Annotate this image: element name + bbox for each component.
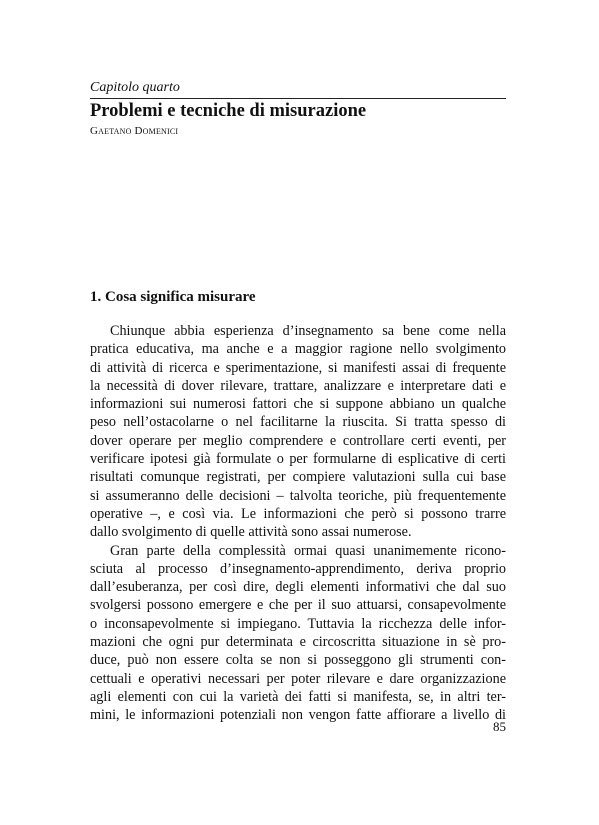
body-line: mazioni che ogni pur determinata e circoscritta situazione in sè pro- [90, 634, 506, 651]
body-line: cettuali e operativi necessari per poter rilevare e dare organizzazione [90, 670, 506, 687]
chapter-label: Capitolo quarto [90, 80, 180, 95]
body-line: dover operare per meglio comprendere e controllare certi eventi, per [90, 432, 506, 449]
body-text [90, 322, 506, 725]
body-line: si assumeranno delle decisioni – talvolta teoriche, più frequentemente [90, 487, 506, 504]
chapter-title: Problemi e tecniche di misurazione [90, 101, 367, 121]
body-line: pratica educativa, ma anche e a maggior ragione nello svolgimento [90, 341, 506, 358]
chapter-author: Gaetano Domenici [90, 125, 179, 137]
body-line: duce, può non essere colta se non si posseggono gli strumenti con- [90, 652, 506, 669]
body-line: sciuta al processo d’insegnamento-apprendimento, deriva proprio [90, 560, 506, 577]
body-line: dall’esuberanza, per così dire, degli elementi informativi che dal suo [90, 579, 506, 596]
body-line: o inconsapevolmente si impiegano. Tuttavia la ricchezza delle infor- [90, 615, 506, 632]
body-line: agli elementi con cui la varietà dei fatti si manifesta, se, in altri ter- [90, 688, 506, 705]
body-line: Chiunque abbia esperienza d’insegnamento sa bene come nella [110, 323, 506, 339]
section-heading: 1. Cosa significa misurare [90, 289, 256, 305]
body-line: mini, le informazioni potenziali non vengon fatte affiorare a livello di [90, 707, 506, 724]
body-line: svolgersi possono emergere e che per il suo attuarsi, consapevolmente [90, 597, 506, 614]
body-line: verificare ipotesi già formulate o per formularne di esplicative di certi [90, 451, 506, 468]
body-line: la necessità di dover rilevare, trattare, analizzare e interpretare dati e [90, 377, 506, 394]
body-line: Gran parte della complessità ormai quasi unanimemente ricono- [110, 542, 506, 559]
body-line: risultati comunque registrati, per compiere valutazioni sulla cui base [90, 469, 506, 486]
body-line: operative –, e così via. Le informazioni che però si possono trarre [90, 505, 506, 522]
page-number: 85 [493, 719, 506, 734]
body-line: di attività di ricerca e sperimentazione, si manifesti assai di frequente [90, 359, 506, 376]
body-line: informazioni sui numerosi fattori che si suppone abbiano un qualche [90, 396, 506, 413]
body-line: dallo svolgimento di quelle attività sono assai numerose. [90, 524, 412, 541]
header-rule [90, 98, 506, 99]
body-line: peso nell’ostacolarne o nel facilitarne la riuscita. Si tratta spesso di [90, 414, 506, 431]
